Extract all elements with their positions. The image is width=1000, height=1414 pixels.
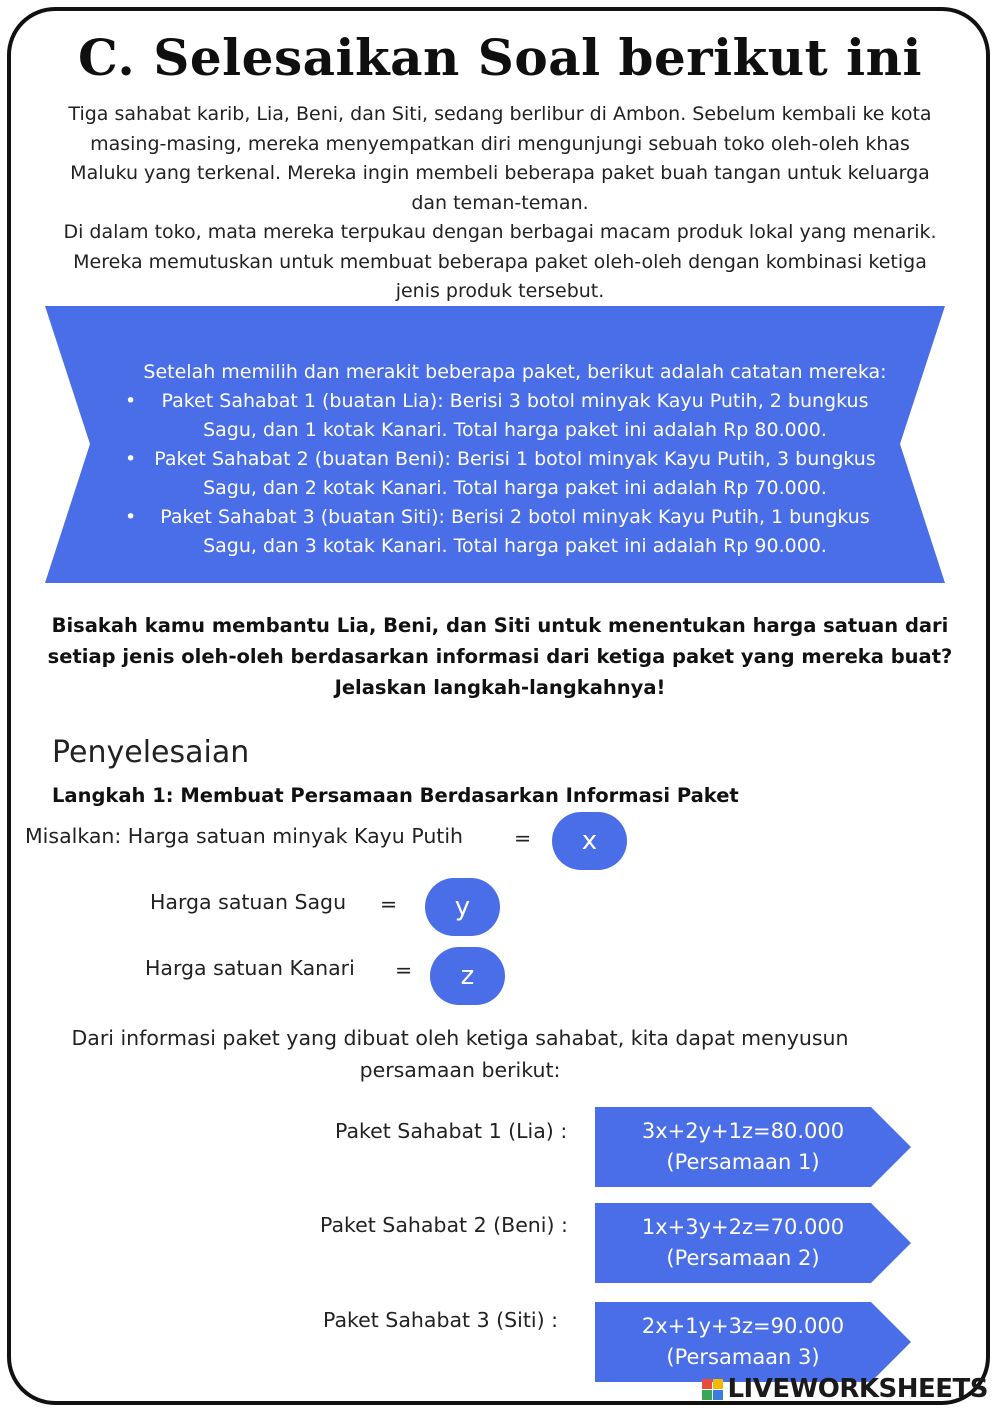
- equals-sign: =: [395, 958, 413, 982]
- answer-field-y[interactable]: y: [425, 878, 500, 936]
- package-item-3: [125, 503, 895, 561]
- equation-text: 1x+3y+2z=70.000: [641, 1215, 845, 1239]
- equation-name: (Persamaan 2): [666, 1246, 820, 1270]
- equation-box-1[interactable]: [595, 1107, 911, 1187]
- answer-field-z[interactable]: z: [430, 947, 505, 1005]
- package-label-2: Paket Sahabat 2 (Beni) :: [320, 1213, 568, 1237]
- package-item-text: Paket Sahabat 1 (buatan Lia): Berisi 3 botol minyak Kayu Putih, 2 bungkus Sagu, dan 1 kotak Kanari. Total harga paket ini adalah Rp 80.000.: [161, 390, 869, 441]
- equals-sign: =: [380, 892, 398, 916]
- package-label-3: Paket Sahabat 3 (Siti) :: [323, 1308, 558, 1332]
- equals-sign: =: [514, 826, 532, 850]
- variable-label-x: Misalkan: Harga satuan minyak Kayu Putih: [25, 824, 464, 848]
- page-title: C. Selesaikan Soal berikut ini: [77, 28, 922, 87]
- package-item-2: [125, 445, 895, 503]
- step-1-heading: Langkah 1: Membuat Persamaan Berdasarkan Informasi Paket: [52, 784, 739, 807]
- derivation-text: Dari informasi paket yang dibuat oleh ketiga sahabat, kita dapat menyusun persamaan berikut:: [71, 1026, 849, 1082]
- banner-intro: Setelah memilih dan merakit beberapa paket, berikut adalah catatan mereka:: [143, 361, 887, 383]
- liveworksheets-logo[interactable]: [702, 1374, 988, 1404]
- answer-field-x[interactable]: x: [552, 812, 627, 870]
- bullet: •: [125, 506, 137, 528]
- equation-box-2[interactable]: [595, 1203, 911, 1283]
- equation-name: (Persamaan 1): [666, 1150, 820, 1174]
- liveworksheets-icon: [702, 1379, 723, 1400]
- package-notes-banner: [45, 306, 945, 583]
- variable-label-z: Harga satuan Kanari: [145, 956, 355, 980]
- question-text: Bisakah kamu membantu Lia, Beni, dan Siti untuk menentukan harga satuan dari setiap jenis oleh-oleh berdasarkan informasi dari ketiga paket yang mereka buat? Jelaskan langkah-langkahnya!: [47, 614, 953, 699]
- solution-heading: Penyelesaian: [52, 735, 250, 770]
- package-item-1: [125, 387, 895, 445]
- equation-text: 2x+1y+3z=90.000: [641, 1314, 845, 1338]
- intro-paragraph-1: Tiga sahabat karib, Lia, Beni, dan Siti, sedang berlibur di Ambon. Sebelum kembali ke kota masing-masing, mereka menyempatkan diri mengunjungi sebuah toko oleh-oleh khas Maluku yang terkenal. Mereka ingin membeli beberapa paket buah tangan untuk keluarga dan teman-teman.: [68, 103, 932, 214]
- package-label-1: Paket Sahabat 1 (Lia) :: [335, 1119, 568, 1143]
- equation-name: (Persamaan 3): [666, 1345, 820, 1369]
- package-item-text: Paket Sahabat 2 (buatan Beni): Berisi 1 botol minyak Kayu Putih, 3 bungkus Sagu, dan 2 kotak Kanari. Total harga paket ini adalah Rp 70.000.: [154, 448, 876, 499]
- variable-label-y: Harga satuan Sagu: [150, 890, 347, 914]
- brand-name: LIVEWORKSHEETS: [727, 1374, 988, 1404]
- intro-paragraph-2: Di dalam toko, mata mereka terpukau dengan berbagai macam produk lokal yang menarik. Mereka memutuskan untuk membuat beberapa paket oleh-oleh dengan kombinasi ketiga jenis produk tersebut.: [63, 221, 937, 302]
- bullet: •: [125, 390, 137, 412]
- bullet: •: [125, 448, 137, 470]
- equation-box-3[interactable]: [595, 1302, 911, 1382]
- story-intro: [60, 100, 940, 307]
- package-item-text: Paket Sahabat 3 (buatan Siti): Berisi 2 botol minyak Kayu Putih, 1 bungkus Sagu, dan 3 kotak Kanari. Total harga paket ini adalah Rp 90.000.: [160, 506, 870, 557]
- equation-text: 3x+2y+1z=80.000: [641, 1119, 845, 1143]
